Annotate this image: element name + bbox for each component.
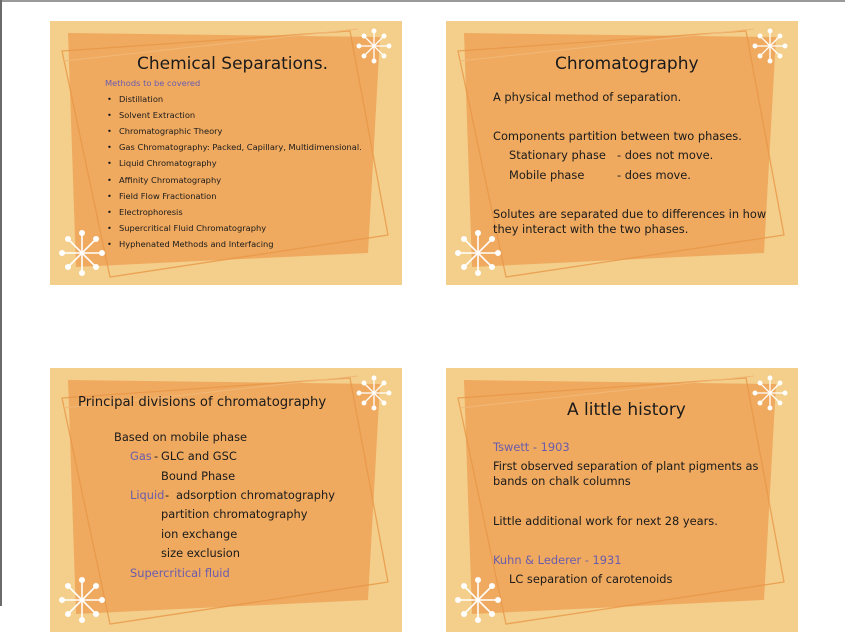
list-item: Electrophoresis: [119, 207, 183, 217]
slide-chemical-separations[interactable]: [50, 21, 402, 285]
text-line: bands on chalk columns: [493, 474, 631, 488]
liquid-label: Liquid: [130, 488, 165, 502]
list-item: Distillation: [119, 94, 164, 104]
page-top-border: [0, 0, 845, 2]
list-item: Field Flow Fractionation: [119, 191, 217, 201]
list-item: Affinity Chromatography: [119, 175, 222, 185]
bullet-dot: •: [107, 239, 112, 249]
slide-principal-divisions[interactable]: [50, 368, 402, 632]
slide-subtitle: Methods to be covered: [105, 78, 201, 88]
bullet-dot: •: [107, 191, 112, 201]
text-line: Little additional work for next 28 years.: [493, 514, 718, 528]
bullet-dot: •: [107, 207, 112, 217]
list-item: GLC and GSC: [161, 449, 237, 463]
bullet-dot: •: [107, 94, 112, 104]
page-left-border: [0, 0, 2, 606]
list-item: Supercritical Fluid Chromatography: [119, 223, 267, 233]
stationary-phase-label: Stationary phase: [509, 148, 606, 162]
list-item: partition chromatography: [161, 507, 308, 521]
stationary-phase-desc: - does not move.: [617, 148, 714, 162]
starburst-icon: [60, 578, 104, 622]
text-line: A physical method of separation.: [493, 90, 682, 104]
bullet-dot: •: [107, 223, 112, 233]
list-item: size exclusion: [161, 546, 240, 560]
text-line: First observed separation of plant pigments as: [493, 459, 759, 473]
bullet-dot: •: [107, 142, 112, 152]
kuhn-heading: Kuhn & Lederer - 1931: [493, 553, 622, 567]
starburst-icon: [456, 578, 500, 622]
list-item: Hyphenated Methods and Interfacing: [119, 239, 274, 249]
gas-dash: -: [154, 449, 159, 463]
starburst-icon: [60, 231, 104, 275]
list-item: Liquid Chromatography: [119, 158, 217, 168]
list-item: Gas Chromatography: Packed, Capillary, Multidimensional.: [119, 142, 362, 152]
slide-little-history[interactable]: [446, 368, 798, 632]
list-item: adsorption chromatography: [176, 488, 335, 502]
text-line: Based on mobile phase: [114, 430, 248, 444]
bullet-dot: •: [107, 175, 112, 185]
slide-chromatography[interactable]: [446, 21, 798, 285]
text-line: LC separation of carotenoids: [509, 572, 673, 586]
text-line: they interact with the two phases.: [493, 222, 689, 236]
text-line: Solutes are separated due to differences in how: [493, 207, 767, 221]
list-item: Solvent Extraction: [119, 110, 196, 120]
list-item: Chromatographic Theory: [119, 126, 223, 136]
bullet-dot: •: [107, 126, 112, 136]
slide-title: Chromatography: [555, 54, 699, 74]
list-item: ion exchange: [161, 527, 238, 541]
liquid-dash: -: [165, 488, 170, 502]
gas-label: Gas: [130, 449, 152, 463]
tswett-heading: Tswett - 1903: [493, 440, 570, 454]
slide-title: Principal divisions of chromatography: [78, 395, 327, 410]
bullet-dot: •: [107, 158, 112, 168]
list-item: Bound Phase: [161, 469, 236, 483]
supercritical-label: Supercritical fluid: [130, 566, 230, 580]
bullet-dot: •: [107, 110, 112, 120]
starburst-icon: [456, 231, 500, 275]
slide-title: A little history: [567, 400, 686, 420]
slide-title: Chemical Separations.: [137, 54, 328, 74]
mobile-phase-label: Mobile phase: [509, 168, 585, 182]
mobile-phase-desc: - does move.: [617, 168, 691, 182]
text-line: Components partition between two phases.: [493, 129, 742, 143]
